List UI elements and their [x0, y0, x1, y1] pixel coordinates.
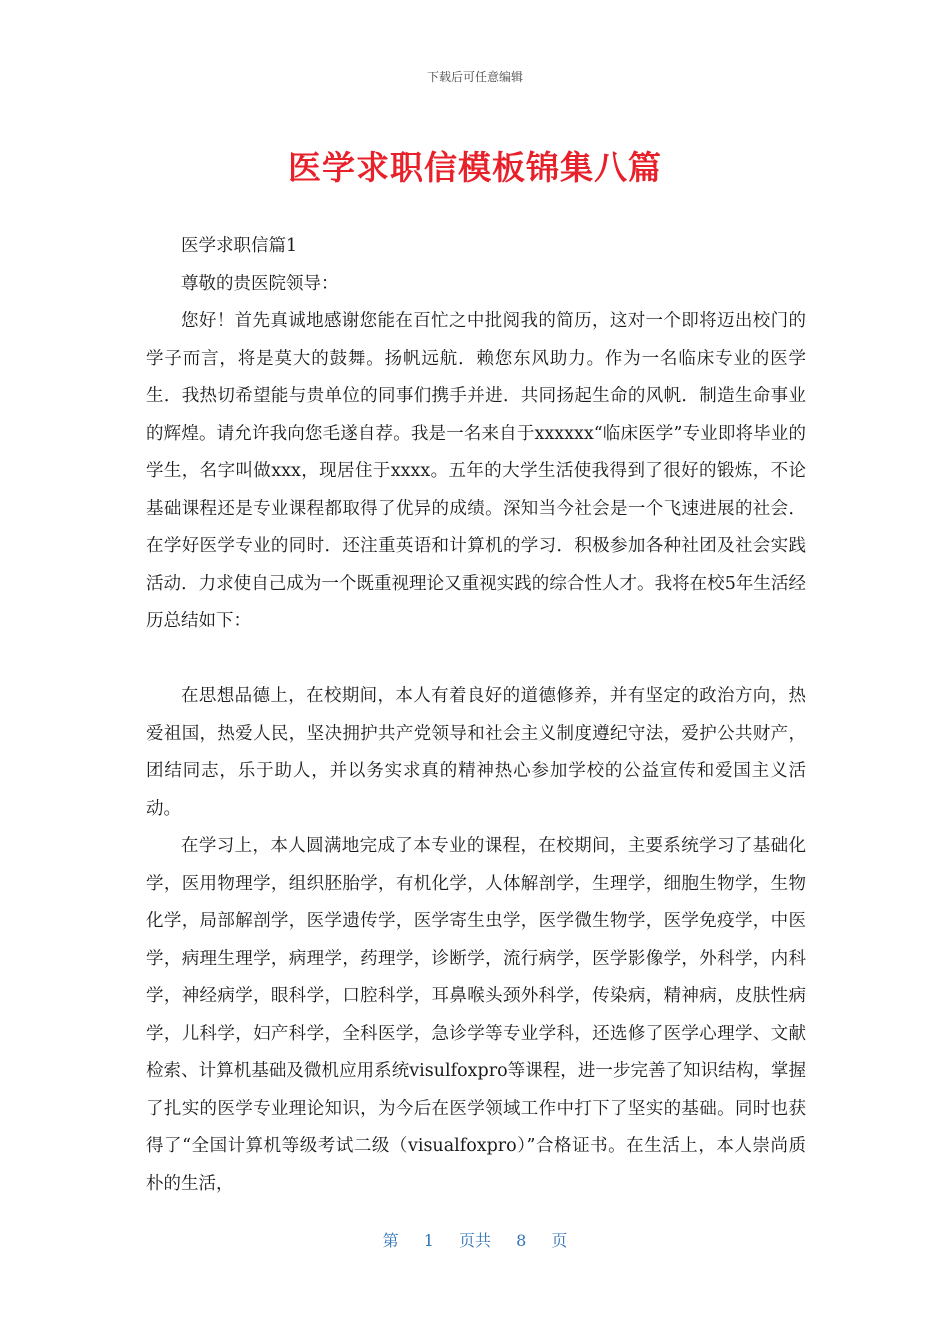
header-note: 下载后可任意编辑 [426, 70, 523, 84]
footer-current-page: 1 [423, 1231, 434, 1250]
footer-prefix: 第 [382, 1231, 399, 1250]
section-heading: 医学求职信篇1 [181, 236, 298, 256]
page-footer [0, 1228, 950, 1251]
salutation: 尊敬的贵医院领导： [181, 273, 339, 294]
paragraph-study: 在学习上，本人圆满地完成了本专业的课程，在校期间，主要系统学习了基础化学，医用物理学，组织胚胎学，有机化学，人体解剖学，生理学，细胞生物学，生物化学，局部解剖学，医学遗传学，医学寄生虫学，医学微生物学，医学免疫学，中医学，病理生理学，病理学，药理学，诊断学，流行病学，医学影像学，外科学，内科学，神经病学，眼科学，口腔科学，耳鼻喉头颈外科学，传染病，精神病，皮肤性病学，儿科学，妇产科学，全科医学，急诊学等专业学科，还选修了医学心理学、文献检索、计算机基础及微机应用系统visulfoxpro等课程，进一步完善了知识结构，掌握了扎实的医学专业理论知识，为今后在医学领域工作中打下了坚实的基础。同时也获得了“全国计算机等级考试二级（visualfoxpro）”合格证书。在生活上，本人崇尚质朴的生活， [146, 836, 806, 1194]
document-title: 医学求职信模板锦集八篇 [288, 148, 662, 187]
paragraph-intro: 您好！首先真诚地感谢您能在百忙之中批阅我的简历，这对一个即将迈出校门的学子而言，将是莫大的鼓舞。扬帆远航．赖您东风助力。作为一名临床专业的医学生．我热切希望能与贵单位的同事们携手并进．共同扬起生命的风帆．制造生命事业的辉煌。请允许我向您毛遂自荐。我是一名来自于xxxxxx“临床医学”专业即将毕业的学生，名字叫做xxx，现居住于xxxx。五年的大学生活使我得到了很好的锻炼，不论基础课程还是专业课程都取得了优异的成绩。深知当今社会是一个飞速进展的社会．在学好医学专业的同时．还注重英语和计算机的学习．积极参加各种社团及社会实践活动．力求使自己成为一个既重视理论又重视实践的综合性人才。我将在校5年生活经历总结如下： [146, 311, 806, 631]
footer-middle: 页共 [458, 1231, 491, 1250]
footer-total-pages: 8 [516, 1231, 527, 1250]
document-body [146, 228, 806, 1203]
blank-line [146, 641, 806, 679]
footer-suffix: 页 [551, 1231, 568, 1250]
paragraph-morality: 在思想品德上，在校期间，本人有着良好的道德修养，并有坚定的政治方向，热爱祖国，热爱人民，坚决拥护共产党领导和社会主义制度遵纪守法，爱护公共财产，团结同志，乐于助人，并以务实求真的精神热心参加学校的公益宣传和爱国主义活动。 [146, 686, 806, 819]
